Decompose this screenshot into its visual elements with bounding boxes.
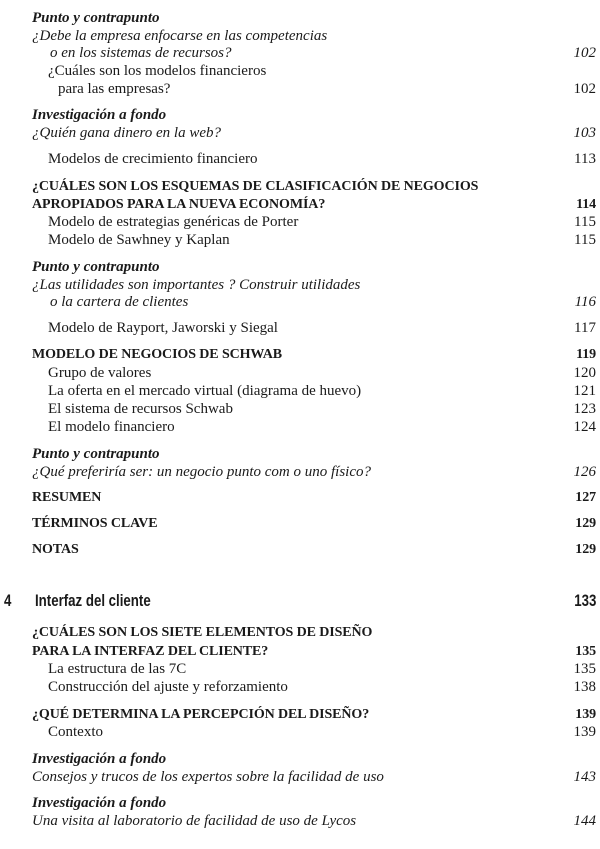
toc-entry-feature-text — [0, 768, 596, 786]
entry-title: Contexto — [48, 724, 103, 740]
entry-title: Construcción del ajuste y reforzamiento — [48, 679, 288, 695]
page-number: 139 — [575, 707, 596, 722]
entry-title: o en los sistemas de recursos? — [50, 45, 232, 61]
toc-entry-feature-text — [0, 463, 596, 481]
toc-entry-sub — [0, 213, 596, 231]
chapter-number: 4 — [4, 591, 12, 610]
page-number: 144 — [573, 813, 596, 829]
entry-title: Grupo de valores — [48, 365, 152, 381]
page-number: 120 — [573, 365, 596, 381]
entry-title: Punto y contrapunto — [32, 259, 160, 275]
page-number: 121 — [573, 383, 596, 399]
entry-title: TÉRMINOS CLAVE — [32, 516, 158, 531]
page-number: 143 — [573, 769, 596, 785]
toc-entry-feature-title — [0, 445, 596, 463]
page-number: 138 — [573, 679, 596, 695]
entry-title: ¿CUÁLES SON LOS ESQUEMAS DE CLASIFICACIÓN DE NEGOCIOS — [32, 179, 479, 194]
entry-title: La estructura de las 7C — [48, 661, 187, 677]
toc-entry-sub — [0, 382, 596, 400]
entry-title: Punto y contrapunto — [32, 446, 160, 462]
toc-entry-sub — [0, 418, 596, 436]
entry-title: ¿Quién gana dinero en la web? — [32, 125, 222, 141]
toc-entry-section — [0, 643, 596, 661]
page-number: 129 — [575, 542, 596, 557]
entry-title: Modelos de crecimiento financiero — [48, 151, 258, 167]
page-number: 135 — [573, 661, 596, 677]
toc-entry-section — [0, 706, 596, 724]
entry-title: MODELO DE NEGOCIOS DE SCHWAB — [32, 347, 283, 362]
toc-entry-section — [0, 624, 596, 642]
entry-title: ¿Las utilidades son importantes ? Construir utilidades — [32, 277, 361, 293]
toc-entry-sub — [0, 319, 596, 337]
entry-title: para las empresas? — [58, 81, 171, 97]
entry-title: ¿Debe la empresa enfocarse en las competencias — [32, 28, 328, 44]
entry-title: ¿Qué preferiría ser: un negocio punto com o uno físico? — [32, 464, 371, 480]
entry-title: El modelo financiero — [48, 419, 175, 435]
toc-entry-section — [0, 541, 596, 559]
toc-entry-chapter — [0, 592, 596, 610]
page-number: 113 — [574, 151, 596, 167]
toc-entry-section — [0, 346, 596, 364]
page-number: 123 — [573, 401, 596, 417]
entry-title: APROPIADOS PARA LA NUEVA ECONOMÍA? — [32, 197, 326, 212]
toc-entry-feature-title — [0, 258, 596, 276]
toc-entry-feature-text — [0, 124, 596, 142]
toc-entry-sub — [0, 723, 596, 741]
toc-entry-feature-title — [0, 794, 596, 812]
entry-title: Modelo de Rayport, Jaworski y Siegal — [48, 320, 278, 336]
page-number: 115 — [574, 232, 596, 248]
page-number: 129 — [575, 516, 596, 531]
toc-entry-section — [0, 178, 596, 196]
toc-entry-sub — [0, 678, 596, 696]
entry-title: Interfaz del cliente — [35, 591, 151, 610]
toc-entry-sub — [0, 660, 596, 678]
page-number: 133 — [573, 591, 596, 610]
toc-entry-sub — [0, 62, 596, 80]
toc-entry-feature-title — [0, 106, 596, 124]
entry-title: El sistema de recursos Schwab — [48, 401, 233, 417]
toc-entry-feature-text — [0, 276, 596, 294]
toc-entry-feature-title — [0, 9, 596, 27]
entry-title: Punto y contrapunto — [32, 10, 160, 26]
toc-entry-sub — [0, 150, 596, 168]
page-number: 103 — [573, 125, 596, 141]
toc-entry-section — [0, 515, 596, 533]
page-number: 124 — [573, 419, 596, 435]
entry-title: Consejos y trucos de los expertos sobre la facilidad de uso — [32, 769, 384, 785]
page-number: 139 — [573, 724, 596, 740]
entry-title: Modelo de estrategias genéricas de Porter — [48, 214, 299, 230]
toc-entry-sub — [0, 80, 596, 98]
toc-entry-sub — [0, 231, 596, 249]
page-number: 115 — [574, 214, 596, 230]
toc-entry-section — [0, 489, 596, 507]
entry-title: Modelo de Sawhney y Kaplan — [48, 232, 230, 248]
page-number: 126 — [573, 464, 596, 480]
page-number: 116 — [574, 294, 596, 310]
page-number: 117 — [574, 320, 596, 336]
entry-title: ¿Cuáles son los modelos financieros — [48, 63, 267, 79]
page-number: 127 — [575, 490, 596, 505]
entry-title: NOTAS — [32, 542, 79, 557]
page-number: 114 — [576, 197, 596, 212]
entry-title: La oferta en el mercado virtual (diagrama de huevo) — [48, 383, 362, 399]
entry-title: o la cartera de clientes — [50, 294, 189, 310]
toc-entry-feature-title — [0, 750, 596, 768]
toc-entry-sub — [0, 364, 596, 382]
toc-entry-section — [0, 196, 596, 214]
toc-entry-feature-text — [0, 27, 596, 45]
entry-title: Investigación a fondo — [32, 751, 167, 767]
page-number: 119 — [576, 347, 596, 362]
entry-title: Una visita al laboratorio de facilidad de uso de Lycos — [32, 813, 357, 829]
toc-entry-feature-text — [0, 812, 596, 830]
toc-entry-sub — [0, 400, 596, 418]
page-number: 102 — [573, 81, 596, 97]
entry-title: RESUMEN — [32, 490, 102, 505]
entry-title: ¿CUÁLES SON LOS SIETE ELEMENTOS DE DISEÑO — [32, 625, 373, 640]
entry-title: PARA LA INTERFAZ DEL CLIENTE? — [32, 644, 269, 659]
page-number: 135 — [575, 644, 596, 659]
entry-title: Investigación a fondo — [32, 795, 167, 811]
toc-entry-feature-text — [0, 44, 596, 62]
page-number: 102 — [573, 45, 596, 61]
entry-title: ¿QUÉ DETERMINA LA PERCEPCIÓN DEL DISEÑO? — [32, 707, 370, 722]
toc-entry-feature-text — [0, 293, 596, 311]
entry-title: Investigación a fondo — [32, 107, 167, 123]
